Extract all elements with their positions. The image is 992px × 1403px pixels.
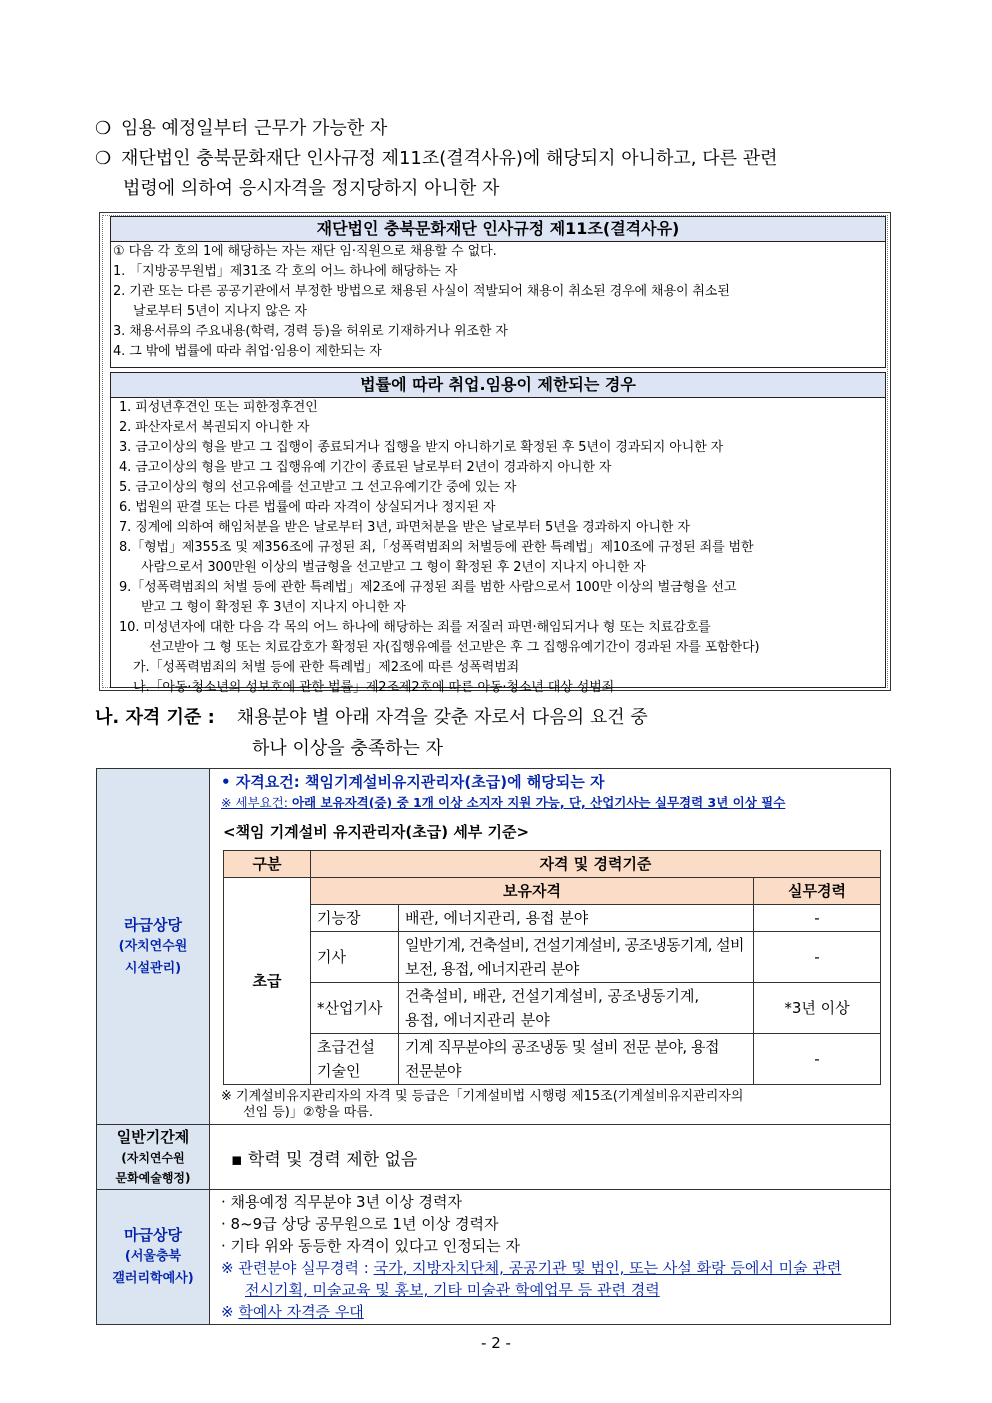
article11-line: 3. 채용서류의 주요내용(학력, 경력 등)을 허위로 기재하거나 위조한 자 [113, 324, 508, 339]
category-cell [97, 769, 210, 1125]
category-title: 마급상당 [124, 1226, 182, 1244]
requirement-line: · 기타 위와 동등한 자격이 있다고 인정되는 자 [221, 1237, 520, 1255]
note-text: 국가, 지방자치단체, 공공기관 및 법인, 또는 사설 화랑 등에서 미술 관련 [373, 1259, 842, 1277]
note-prefix: ※ [221, 1303, 239, 1321]
category-sub: (자치연수원 [121, 1151, 185, 1165]
criteria-table [223, 850, 881, 1085]
requirement-detail-text: 아래 보유자격(증) 중 1개 이상 소지자 지원 가능, 단, 산업기사는 실무경력 3년 이상 필수 [291, 795, 786, 810]
bullet-item [95, 114, 387, 144]
table-row [224, 932, 881, 983]
kind-cell: *산업기사 [311, 983, 399, 1034]
bullet-text: 임용 예정일부터 근무가 가능한 자 [121, 118, 388, 139]
circle-bullet-icon: ❍ [95, 118, 112, 139]
footnote-line: 선임 등)」②항을 따름. [243, 1105, 374, 1120]
qualification-line: 용접, 에너지관리 분야 [405, 1011, 550, 1029]
restriction-line: 6. 법원의 판결 또는 다른 법률에 따라 자격이 상실되거나 정지된 자 [119, 500, 496, 515]
requirement-detail-prefix: ※ 세부요건: [221, 795, 292, 810]
category-sub: 시설관리) [124, 960, 182, 976]
qualification-line: 일반기계, 건축설비, 건설기계설비, 공조냉동기계, 설비 [405, 936, 744, 954]
restriction-line: 나.「아동·청소년의 성보호에 관한 법률」제2조제2호에 따른 아동·청소년 대상 성범죄 [133, 680, 615, 695]
article11-title: 재단법인 충북문화재단 인사규정 제11조(결격사유) [111, 217, 885, 242]
requirement-heading: • 자격요건: 책임기계설비유지관리자(초급)에 해당되는 자 [221, 773, 605, 791]
category-sub: 문화예술행정) [115, 1171, 191, 1185]
qualification-line: 기계 직무분야의 공조냉동 및 설비 전문 분야, 용접 [405, 1038, 719, 1056]
detail-title: <책임 기계설비 유지관리자(초급) 세부 기준> [223, 823, 530, 841]
qualification-heading [95, 703, 648, 733]
circle-bullet-icon: ❍ [95, 148, 112, 169]
qualification-cell: 배관, 에너지관리, 용접 분야 [399, 905, 754, 932]
bullet-item [95, 144, 778, 174]
requirement-note [211, 1301, 889, 1323]
article11-line: 날로부터 5년이 지나지 않은 자 [133, 304, 307, 319]
kind-line: 기술인 [317, 1062, 361, 1080]
article11-line: 4. 그 밖에 법률에 따라 취업·임용이 제한되는 자 [113, 344, 382, 359]
restriction-title: 법률에 따라 취업.임용이 제한되는 경우 [111, 373, 885, 398]
header-main: 자격 및 경력기준 [311, 851, 881, 878]
experience-cell: - [754, 1034, 881, 1085]
table-row [224, 983, 881, 1034]
qualification-table [96, 768, 891, 1325]
category-title: 일반기간제 [116, 1128, 190, 1146]
note-text: 학예사 자격증 우대 [238, 1303, 364, 1321]
kind-cell: 기사 [311, 932, 399, 983]
article11-line: 1. 「지방공무원법」제31조 각 호의 어느 하나에 해당하는 자 [113, 264, 458, 279]
grade-cell: 초급 [224, 878, 311, 1085]
category-cell [97, 1190, 210, 1325]
bullet-continuation: 법령에 의하여 응시자격을 정지당하지 아니한 자 [123, 178, 500, 199]
kind-line: 초급건설 [317, 1038, 375, 1056]
table-row [224, 851, 881, 878]
note-text: 전시기획, 미술교육 및 홍보, 기타 미술관 학예업무 등 관련 경력 [245, 1281, 660, 1299]
footnote-line: ※ 기계설비유지관리자의 자격 및 등급은「기계설비법 시행령 제15조(기계설비유지관리자의 [221, 1089, 744, 1104]
qualification-text: 채용분야 별 아래 자격을 갖춘 자로서 다음의 요건 중 [236, 707, 648, 728]
category-cell [97, 1125, 210, 1190]
restriction-line: 8.「형법」제355조 및 제356조에 규정된 죄,「성폭력범죄의 처벌등에 관한 특례법」제10조에 규정된 죄를 범한 [119, 540, 754, 555]
qualification-cell [399, 932, 754, 983]
category-sub: (자치연수원 [118, 938, 188, 954]
article11-box [110, 216, 886, 368]
restriction-box [110, 372, 886, 695]
table-row [224, 1034, 881, 1085]
qualification-cell [399, 983, 754, 1034]
experience-cell: *3년 이상 [754, 983, 881, 1034]
table-row [97, 1125, 891, 1190]
requirement-cell [210, 1190, 891, 1325]
restriction-line: 3. 금고이상의 형을 받고 그 집행이 종료되거나 집행을 받지 아니하기로 확정된 후 5년이 경과되지 아니한 자 [119, 440, 724, 455]
requirement-cell [210, 769, 891, 1125]
requirement-line: · 8~9급 상당 공무원으로 1년 이상 경력자 [221, 1215, 499, 1233]
restriction-line: 2. 파산자로서 복권되지 아니한 자 [119, 420, 310, 435]
table-row [97, 1190, 891, 1325]
bullet-text: 재단법인 충북문화재단 인사규정 제11조(결격사유)에 해당되지 아니하고, 다른 관련 [121, 148, 778, 169]
note-prefix: ※ 관련분야 실무경력 : [221, 1259, 374, 1277]
requirement-detail [211, 793, 889, 813]
restriction-line: 선고받아 그 형 또는 치료감호가 확정된 자(집행유예를 선고받은 후 그 집행유예기간이 경과된 자를 포함한다) [149, 640, 760, 655]
requirement-note [211, 1257, 889, 1279]
category-sub: (서울충북 [124, 1249, 182, 1264]
qualification-cell [399, 1034, 754, 1085]
footnote [211, 1085, 889, 1123]
header-gubun: 구분 [224, 851, 311, 878]
table-row [224, 878, 881, 905]
table-row [97, 769, 891, 1125]
restriction-line: 7. 징계에 의하여 해임처분을 받은 날로부터 3년, 파면처분을 받은 날로부터 5년을 경과하지 아니한 자 [119, 520, 690, 535]
restriction-line: 5. 금고이상의 형의 선고유예를 선고받고 그 선고유예기간 중에 있는 자 [119, 480, 517, 495]
qualification-line: 전문분야 [405, 1062, 461, 1080]
qualification-text-cont: 하나 이상을 충족하는 자 [252, 738, 444, 759]
category-sub: 갤러리학예사) [112, 1271, 194, 1286]
requirement-note [211, 1279, 889, 1301]
requirement-cell [210, 1125, 891, 1190]
experience-cell: - [754, 905, 881, 932]
header-experience: 실무경력 [754, 878, 881, 905]
restriction-line: 4. 금고이상의 형을 받고 그 집행유예 기간이 종료된 날로부터 2년이 경과하지 아니한 자 [119, 460, 612, 475]
restriction-line: 9.「성폭력범죄의 처벌 등에 관한 특례법」제2조에 규정된 죄를 범한 사람으로서 100만 이상의 벌금형을 선고 [119, 580, 737, 595]
experience-cell: - [754, 932, 881, 983]
page-number: - 2 - [481, 1334, 511, 1352]
article11-line: ① 다음 각 호의 1에 해당하는 자는 재단 임·직원으로 채용할 수 없다. [113, 244, 497, 259]
restriction-line: 가.「성폭력범죄의 처벌 등에 관한 특례법」제2조에 따른 성폭력범죄 [133, 660, 520, 675]
requirement-line: · 채용예정 직무분야 3년 이상 경력자 [221, 1193, 463, 1211]
qualification-line: 보전, 용접, 에너지관리 분야 [405, 960, 579, 978]
kind-cell: 기능장 [311, 905, 399, 932]
article11-line: 2. 기관 또는 다른 공공기관에서 부정한 방법으로 채용된 사실이 적발되어 채용이 취소된 경우에 채용이 취소된 [113, 284, 730, 299]
qualification-label: 나. 자격 기준 : [95, 707, 215, 728]
restriction-line: 사람으로서 300만원 이상의 벌금형을 선고받고 그 형이 확정된 후 2년이 지나지 아니한 자 [141, 560, 646, 575]
kind-cell [311, 1034, 399, 1085]
restriction-line: 10. 미성년자에 대한 다음 각 목의 어느 하나에 해당하는 죄를 저질러 파면·해임되거나 형 또는 치료감호를 [119, 620, 711, 635]
restriction-line: 1. 피성년후견인 또는 피한정후견인 [119, 400, 318, 415]
requirement-text: ▪ 학력 및 경력 제한 없음 [231, 1149, 418, 1170]
restriction-line: 받고 그 형이 확정된 후 3년이 지나지 아니한 자 [141, 600, 406, 615]
category-title: 라급상당 [124, 915, 182, 934]
qualification-line: 건축설비, 배관, 건설기계설비, 공조냉동기계, [405, 987, 700, 1005]
header-qualification: 보유자격 [311, 878, 754, 905]
table-row [224, 905, 881, 932]
